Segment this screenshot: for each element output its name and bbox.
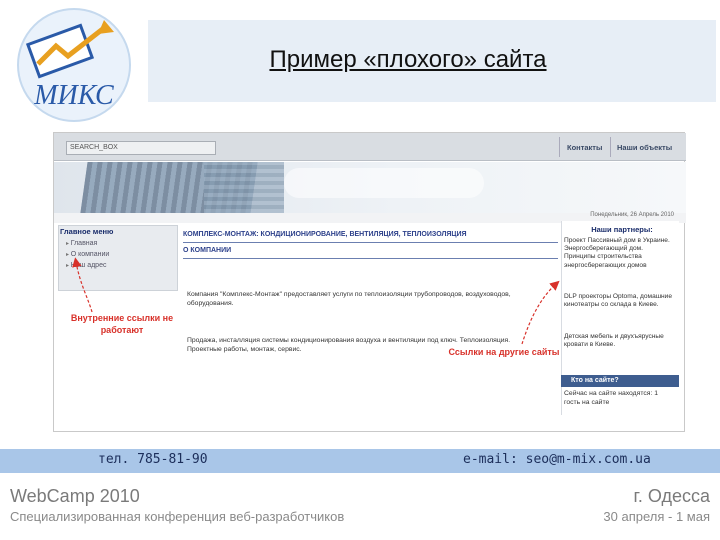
- nav-contacts[interactable]: Контакты: [567, 143, 603, 152]
- who-online-header: Кто на сайте?: [561, 375, 679, 387]
- event-subtitle: Специализированная конференция веб-разработчиков: [10, 509, 345, 524]
- slide-title: Пример «плохого» сайта: [269, 46, 547, 73]
- contact-email: e-mail: seo@m-mix.com.ua: [463, 452, 651, 467]
- event-title: WebCamp 2010: [10, 486, 140, 506]
- logo-text: МИКС: [34, 80, 114, 111]
- site-top-bar: [54, 133, 686, 161]
- nav-divider: [610, 137, 611, 157]
- site-date: Понедельник, 26 Апрель 2010: [590, 212, 674, 218]
- website-screenshot: [53, 132, 685, 432]
- annotation-internal-links: Внутренние ссылки не работают: [70, 313, 174, 335]
- banner-sky: [284, 168, 484, 198]
- content-paragraph: Продажа, инсталляция системы кондиционирования воздуха и вентиляции под ключ. Теплоизоляция. Проектные работы, монтаж, сервис.: [187, 337, 511, 353]
- event-city: г. Одесса: [633, 486, 710, 506]
- content-paragraph: Компания "Комплекс-Монтаж" предоставляет услуги по теплоизоляции трубопроводов, воздуховодов, оборудования.: [187, 291, 511, 307]
- event-dates: 30 апреля - 1 мая: [603, 509, 710, 524]
- company-logo: [8, 6, 140, 124]
- partner-link[interactable]: DLP проекторы Optoma, домашние кинотеатры со склада в Киеве.: [564, 293, 673, 309]
- content-subheader: О КОМПАНИИ: [183, 247, 558, 259]
- content-header: КОМПЛЕКС-МОНТАЖ: КОНДИЦИОНИРОВАНИЕ, ВЕНТИЛЯЦИЯ, ТЕПЛОИЗОЛЯЦИЯ: [183, 231, 558, 243]
- menu-item-address[interactable]: ▸ Наш адрес: [66, 262, 106, 269]
- who-online-text: Сейчас на сайте находятся: 1 гость на сайте: [564, 390, 659, 406]
- menu-item-about[interactable]: ▸ О компании: [66, 251, 109, 258]
- partners-title: Наши партнеры:: [591, 225, 653, 234]
- contact-phone: тел. 785-81-90: [98, 452, 208, 467]
- menu-item-home[interactable]: ▸ Главная: [66, 240, 97, 247]
- partner-link[interactable]: Проект Пассивный дом в Украине. Энергосберегающий дом. Принципы строительства энергосберегающих домов: [564, 237, 670, 269]
- search-input[interactable]: SEARCH_BOX: [66, 141, 216, 155]
- annotation-external-links: Ссылки на другие сайты: [448, 347, 560, 357]
- nav-divider: [559, 137, 560, 157]
- partner-link[interactable]: Детская мебель и двухъярусные кровати в Киеве.: [564, 333, 664, 349]
- nav-objects[interactable]: Наши объекты: [617, 143, 673, 152]
- main-menu-title: Главное меню: [60, 227, 114, 236]
- site-banner-image: [54, 162, 686, 213]
- banner-building: [204, 162, 284, 213]
